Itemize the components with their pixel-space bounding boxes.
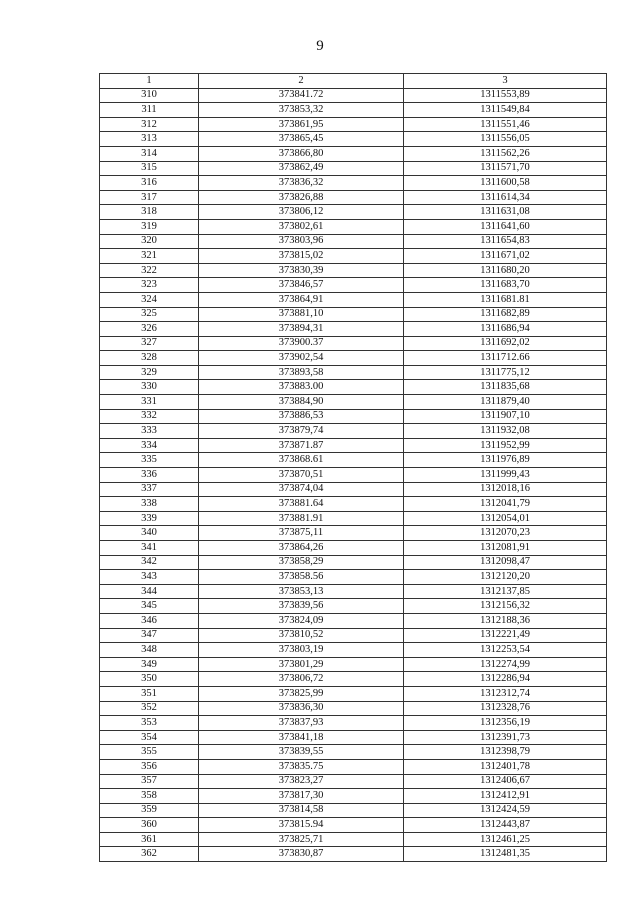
y-coordinate-cell: 1312406,67	[404, 774, 607, 789]
table-row	[100, 424, 607, 439]
point-number-cell: 359	[100, 803, 199, 818]
x-coordinate-cell: 373806,72	[199, 672, 404, 687]
x-coordinate-cell: 373836,32	[199, 176, 404, 191]
point-number-cell: 320	[100, 234, 199, 249]
table-row	[100, 219, 607, 234]
x-coordinate-cell: 373830,39	[199, 263, 404, 278]
x-coordinate-cell: 373886,53	[199, 409, 404, 424]
point-number-cell: 362	[100, 847, 199, 862]
table-row	[100, 132, 607, 147]
point-number-cell: 351	[100, 686, 199, 701]
table-row	[100, 497, 607, 512]
table-row	[100, 716, 607, 731]
x-coordinate-cell: 373806,12	[199, 205, 404, 220]
point-number-cell: 344	[100, 584, 199, 599]
point-number-cell: 356	[100, 759, 199, 774]
x-coordinate-cell: 373881,10	[199, 307, 404, 322]
table-row	[100, 745, 607, 760]
point-number-cell: 330	[100, 380, 199, 395]
x-coordinate-cell: 373803,96	[199, 234, 404, 249]
y-coordinate-cell: 1312356,19	[404, 716, 607, 731]
y-coordinate-cell: 1312054,01	[404, 511, 607, 526]
table-row	[100, 511, 607, 526]
x-coordinate-cell: 373871.87	[199, 438, 404, 453]
y-coordinate-cell: 1311976,89	[404, 453, 607, 468]
table-row	[100, 468, 607, 483]
point-number-cell: 347	[100, 628, 199, 643]
column-header-3: 3	[404, 74, 607, 89]
table-row	[100, 351, 607, 366]
y-coordinate-cell: 1312221,49	[404, 628, 607, 643]
x-coordinate-cell: 373874,04	[199, 482, 404, 497]
point-number-cell: 355	[100, 745, 199, 760]
y-coordinate-cell: 1311999,43	[404, 468, 607, 483]
table-row	[100, 205, 607, 220]
x-coordinate-cell: 373893,58	[199, 365, 404, 380]
y-coordinate-cell: 1312137,85	[404, 584, 607, 599]
table-row	[100, 599, 607, 614]
y-coordinate-cell: 1312188,36	[404, 613, 607, 628]
point-number-cell: 313	[100, 132, 199, 147]
x-coordinate-cell: 373841.72	[199, 88, 404, 103]
table-row	[100, 395, 607, 410]
x-coordinate-cell: 373866,80	[199, 146, 404, 161]
table-row	[100, 336, 607, 351]
x-coordinate-cell: 373875,11	[199, 526, 404, 541]
y-coordinate-cell: 1312018,16	[404, 482, 607, 497]
x-coordinate-cell: 373823,27	[199, 774, 404, 789]
y-coordinate-cell: 1312401,78	[404, 759, 607, 774]
table-row	[100, 686, 607, 701]
x-coordinate-cell: 373865,45	[199, 132, 404, 147]
table-row	[100, 307, 607, 322]
x-coordinate-cell: 373835.75	[199, 759, 404, 774]
y-coordinate-cell: 1311879,40	[404, 395, 607, 410]
point-number-cell: 322	[100, 263, 199, 278]
x-coordinate-cell: 373864,26	[199, 541, 404, 556]
table-row	[100, 526, 607, 541]
point-number-cell: 315	[100, 161, 199, 176]
point-number-cell: 332	[100, 409, 199, 424]
y-coordinate-cell: 1311686,94	[404, 322, 607, 337]
table-row	[100, 730, 607, 745]
table-row	[100, 365, 607, 380]
x-coordinate-cell: 373881.91	[199, 511, 404, 526]
point-number-cell: 343	[100, 570, 199, 585]
table-row	[100, 628, 607, 643]
table-row	[100, 584, 607, 599]
point-number-cell: 350	[100, 672, 199, 687]
y-coordinate-cell: 1311683,70	[404, 278, 607, 293]
point-number-cell: 314	[100, 146, 199, 161]
table-row	[100, 263, 607, 278]
y-coordinate-cell: 1311671,02	[404, 249, 607, 264]
table-row	[100, 190, 607, 205]
y-coordinate-cell: 1312424,59	[404, 803, 607, 818]
table-row	[100, 176, 607, 191]
table-row	[100, 278, 607, 293]
x-coordinate-cell: 373846,57	[199, 278, 404, 293]
point-number-cell: 353	[100, 716, 199, 731]
x-coordinate-cell: 373881.64	[199, 497, 404, 512]
x-coordinate-cell: 373810,52	[199, 628, 404, 643]
point-number-cell: 310	[100, 88, 199, 103]
point-number-cell: 333	[100, 424, 199, 439]
point-number-cell: 346	[100, 613, 199, 628]
x-coordinate-cell: 373814,58	[199, 803, 404, 818]
point-number-cell: 348	[100, 643, 199, 658]
table-row	[100, 570, 607, 585]
x-coordinate-cell: 373825,71	[199, 832, 404, 847]
y-coordinate-cell: 1311600,58	[404, 176, 607, 191]
x-coordinate-cell: 373853,32	[199, 103, 404, 118]
point-number-cell: 336	[100, 468, 199, 483]
x-coordinate-cell: 373862,49	[199, 161, 404, 176]
point-number-cell: 352	[100, 701, 199, 716]
x-coordinate-cell: 373825,99	[199, 686, 404, 701]
y-coordinate-cell: 1311775,12	[404, 365, 607, 380]
table-row	[100, 759, 607, 774]
page-number: 9	[316, 38, 324, 54]
table-row	[100, 249, 607, 264]
y-coordinate-cell: 1312443,87	[404, 818, 607, 833]
x-coordinate-cell: 373803,19	[199, 643, 404, 658]
x-coordinate-cell: 373839,55	[199, 745, 404, 760]
y-coordinate-cell: 1311907,10	[404, 409, 607, 424]
x-coordinate-cell: 373858,29	[199, 555, 404, 570]
y-coordinate-cell: 1311556,05	[404, 132, 607, 147]
x-coordinate-cell: 373802,61	[199, 219, 404, 234]
table-row	[100, 701, 607, 716]
x-coordinate-cell: 373879,74	[199, 424, 404, 439]
column-header-1: 1	[100, 74, 199, 89]
x-coordinate-cell: 373841,18	[199, 730, 404, 745]
y-coordinate-cell: 1312081,91	[404, 541, 607, 556]
point-number-cell: 323	[100, 278, 199, 293]
x-coordinate-cell: 373861,95	[199, 117, 404, 132]
y-coordinate-cell: 1312120,20	[404, 570, 607, 585]
y-coordinate-cell: 1312391,73	[404, 730, 607, 745]
x-coordinate-cell: 373815,02	[199, 249, 404, 264]
y-coordinate-cell: 1312481,35	[404, 847, 607, 862]
table-row	[100, 103, 607, 118]
y-coordinate-cell: 1311680,20	[404, 263, 607, 278]
table-row	[100, 774, 607, 789]
point-number-cell: 334	[100, 438, 199, 453]
y-coordinate-cell: 1312412,91	[404, 789, 607, 804]
table-row	[100, 292, 607, 307]
y-coordinate-cell: 1311654,83	[404, 234, 607, 249]
table-row	[100, 438, 607, 453]
x-coordinate-cell: 373817,30	[199, 789, 404, 804]
y-coordinate-cell: 1311952,99	[404, 438, 607, 453]
table-row	[100, 832, 607, 847]
y-coordinate-cell: 1312398,79	[404, 745, 607, 760]
table-row	[100, 657, 607, 672]
table-row	[100, 409, 607, 424]
y-coordinate-cell: 1311712.66	[404, 351, 607, 366]
y-coordinate-cell: 1312328,76	[404, 701, 607, 716]
point-number-cell: 349	[100, 657, 199, 672]
y-coordinate-cell: 1311571,70	[404, 161, 607, 176]
y-coordinate-cell: 1311562,26	[404, 146, 607, 161]
y-coordinate-cell: 1311692,02	[404, 336, 607, 351]
point-number-cell: 360	[100, 818, 199, 833]
table-row	[100, 643, 607, 658]
y-coordinate-cell: 1311681.81	[404, 292, 607, 307]
y-coordinate-cell: 1311551,46	[404, 117, 607, 132]
point-number-cell: 361	[100, 832, 199, 847]
point-number-cell: 312	[100, 117, 199, 132]
x-coordinate-cell: 373900.37	[199, 336, 404, 351]
y-coordinate-cell: 1311835,68	[404, 380, 607, 395]
table-row	[100, 117, 607, 132]
point-number-cell: 318	[100, 205, 199, 220]
table-row	[100, 803, 607, 818]
y-coordinate-cell: 1312253,54	[404, 643, 607, 658]
coordinates-table	[99, 73, 607, 862]
x-coordinate-cell: 373830,87	[199, 847, 404, 862]
y-coordinate-cell: 1311682,89	[404, 307, 607, 322]
x-coordinate-cell: 373839,56	[199, 599, 404, 614]
y-coordinate-cell: 1311631,08	[404, 205, 607, 220]
y-coordinate-cell: 1311614,34	[404, 190, 607, 205]
x-coordinate-cell: 373801,29	[199, 657, 404, 672]
table-row	[100, 555, 607, 570]
table-row	[100, 453, 607, 468]
y-coordinate-cell: 1311549,84	[404, 103, 607, 118]
table-row	[100, 161, 607, 176]
x-coordinate-cell: 373884,90	[199, 395, 404, 410]
point-number-cell: 354	[100, 730, 199, 745]
x-coordinate-cell: 373870,51	[199, 468, 404, 483]
y-coordinate-cell: 1311932,08	[404, 424, 607, 439]
point-number-cell: 325	[100, 307, 199, 322]
x-coordinate-cell: 373894,31	[199, 322, 404, 337]
point-number-cell: 358	[100, 789, 199, 804]
point-number-cell: 345	[100, 599, 199, 614]
point-number-cell: 329	[100, 365, 199, 380]
y-coordinate-cell: 1312312,74	[404, 686, 607, 701]
table-row	[100, 322, 607, 337]
point-number-cell: 340	[100, 526, 199, 541]
y-coordinate-cell: 1312461,25	[404, 832, 607, 847]
point-number-cell: 328	[100, 351, 199, 366]
table-row	[100, 613, 607, 628]
y-coordinate-cell: 1311553,89	[404, 88, 607, 103]
table-row	[100, 482, 607, 497]
x-coordinate-cell: 373858.56	[199, 570, 404, 585]
x-coordinate-cell: 373902,54	[199, 351, 404, 366]
x-coordinate-cell: 373883.00	[199, 380, 404, 395]
point-number-cell: 317	[100, 190, 199, 205]
y-coordinate-cell: 1311641,60	[404, 219, 607, 234]
point-number-cell: 326	[100, 322, 199, 337]
table-header-row	[100, 74, 607, 89]
x-coordinate-cell: 373824,09	[199, 613, 404, 628]
x-coordinate-cell: 373826,88	[199, 190, 404, 205]
point-number-cell: 311	[100, 103, 199, 118]
point-number-cell: 319	[100, 219, 199, 234]
table-row	[100, 818, 607, 833]
table-row	[100, 847, 607, 862]
point-number-cell: 341	[100, 541, 199, 556]
point-number-cell: 331	[100, 395, 199, 410]
x-coordinate-cell: 373864,91	[199, 292, 404, 307]
y-coordinate-cell: 1312041,79	[404, 497, 607, 512]
x-coordinate-cell: 373853,13	[199, 584, 404, 599]
y-coordinate-cell: 1312098,47	[404, 555, 607, 570]
x-coordinate-cell: 373837,93	[199, 716, 404, 731]
table-row	[100, 541, 607, 556]
point-number-cell: 316	[100, 176, 199, 191]
point-number-cell: 339	[100, 511, 199, 526]
point-number-cell: 342	[100, 555, 199, 570]
point-number-cell: 357	[100, 774, 199, 789]
table-row	[100, 234, 607, 249]
point-number-cell: 335	[100, 453, 199, 468]
point-number-cell: 338	[100, 497, 199, 512]
point-number-cell: 337	[100, 482, 199, 497]
point-number-cell: 327	[100, 336, 199, 351]
y-coordinate-cell: 1312274,99	[404, 657, 607, 672]
y-coordinate-cell: 1312070,23	[404, 526, 607, 541]
x-coordinate-cell: 373815.94	[199, 818, 404, 833]
x-coordinate-cell: 373868.61	[199, 453, 404, 468]
table-row	[100, 789, 607, 804]
point-number-cell: 324	[100, 292, 199, 307]
point-number-cell: 321	[100, 249, 199, 264]
column-header-2: 2	[199, 74, 404, 89]
table-row	[100, 146, 607, 161]
table-row	[100, 380, 607, 395]
x-coordinate-cell: 373836,30	[199, 701, 404, 716]
y-coordinate-cell: 1312286,94	[404, 672, 607, 687]
table-row	[100, 672, 607, 687]
y-coordinate-cell: 1312156,32	[404, 599, 607, 614]
table-row	[100, 88, 607, 103]
